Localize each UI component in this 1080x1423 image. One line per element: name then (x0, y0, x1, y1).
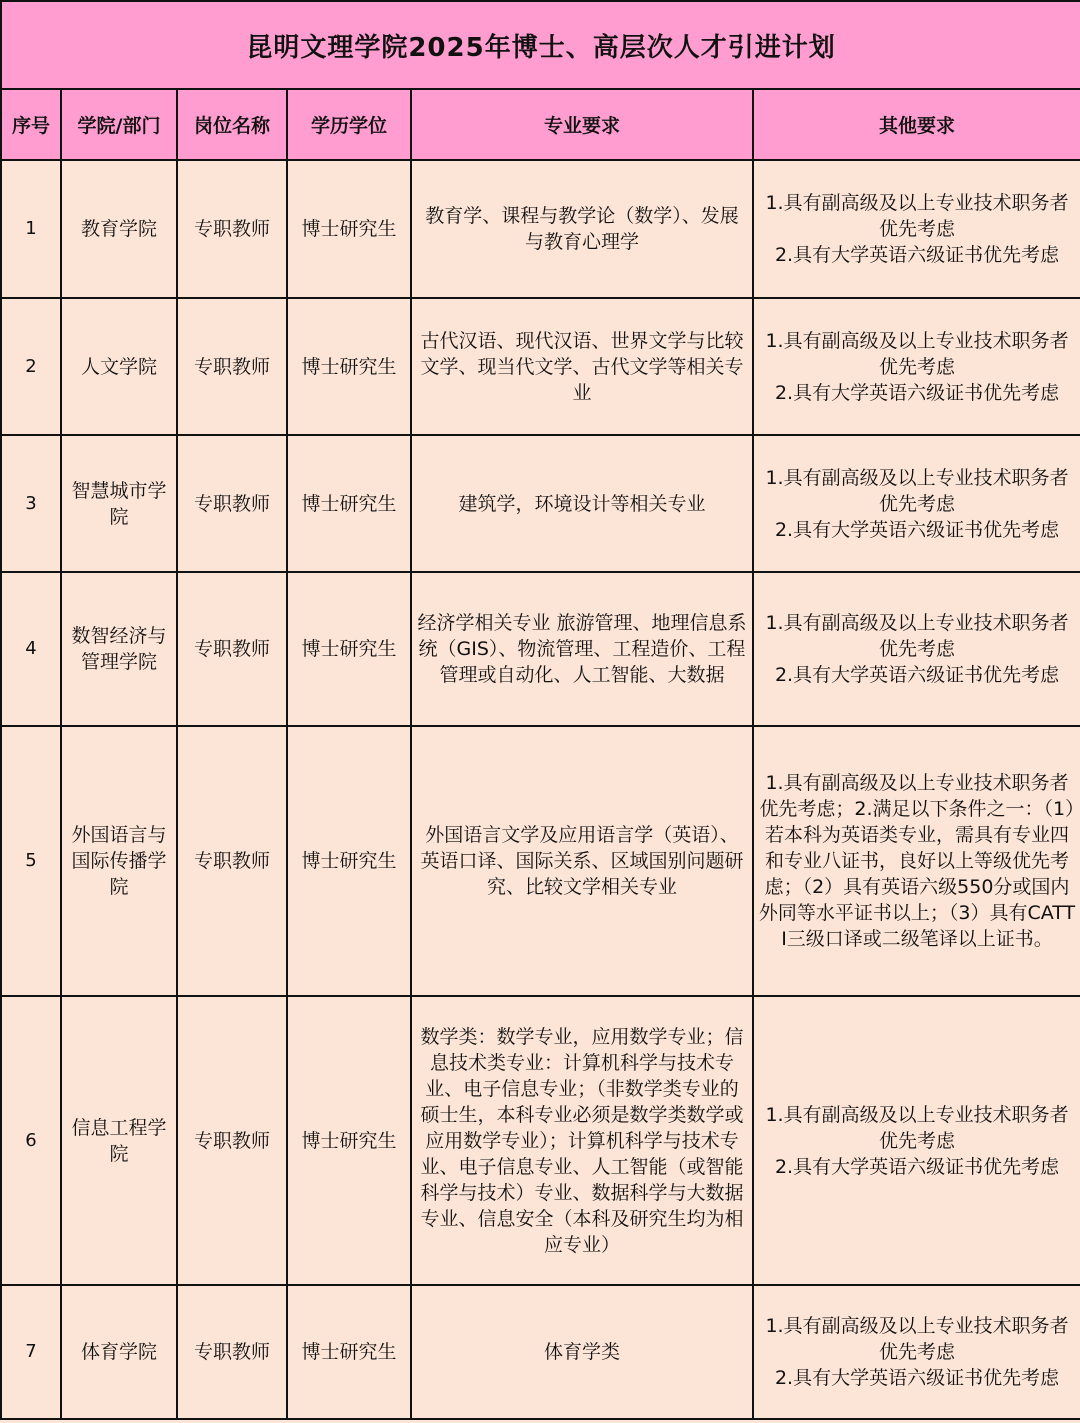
row-major: 建筑学，环境设计等相关专业 (411, 435, 753, 572)
row-degree: 博士研究生 (287, 996, 411, 1285)
other-requirement-line: 2.具有大学英语六级证书优先考虑 (774, 244, 1060, 266)
row-dept: 信息工程学院 (61, 996, 177, 1285)
row-number: 4 (1, 572, 61, 726)
row-number: 6 (1, 996, 61, 1285)
row-other (753, 572, 1080, 726)
other-requirement-line: 1.具有副高级及以上专业技术职务者优先考虑；2.满足以下条件之一：（1）若本科为英语类专业，需具有专业四和专业八证书，良好以上等级优先考虑；（2）具有英语六级550分或国内外同等水平证书以上；（3）具有CATTI三级口译或二级笔译以上证书。 (758, 772, 1076, 950)
row-degree: 博士研究生 (287, 1285, 411, 1419)
row-major: 教育学、课程与教学论（数学）、发展与教育心理学 (411, 160, 753, 298)
row-degree: 博士研究生 (287, 160, 411, 298)
row-dept: 体育学院 (61, 1285, 177, 1419)
row-number: 7 (1, 1285, 61, 1419)
other-requirement-line: 2.具有大学英语六级证书优先考虑 (774, 518, 1060, 541)
row-other (753, 298, 1080, 435)
header-dept: 学院/部门 (61, 89, 177, 160)
row-major: 古代汉语、现代汉语、世界文学与比较文学、现当代文学、古代文学等相关专业 (411, 298, 753, 435)
other-requirement-line: 1.具有副高级及以上专业技术职务者优先考虑 (765, 1315, 1069, 1363)
row-number: 1 (1, 160, 61, 298)
table-row (1, 160, 1080, 298)
row-major: 体育学类 (411, 1285, 753, 1419)
row-dept: 教育学院 (61, 160, 177, 298)
other-requirement-line: 2.具有大学英语六级证书优先考虑 (774, 381, 1060, 404)
row-degree: 博士研究生 (287, 298, 411, 435)
other-requirement-line: 1.具有副高级及以上专业技术职务者优先考虑 (765, 1103, 1069, 1152)
row-other (753, 1285, 1080, 1419)
row-post: 专职教师 (177, 726, 287, 996)
other-requirement-line: 2.具有大学英语六级证书优先考虑 (774, 1155, 1060, 1178)
row-number: 5 (1, 726, 61, 996)
row-major: 外国语言文学及应用语言学（英语）、英语口译、国际关系、区域国别问题研究、比较文学相关专业 (411, 726, 753, 996)
row-other (753, 726, 1080, 996)
row-major: 数学类：数学专业，应用数学专业；信息技术类专业：计算机科学与技术专业、电子信息专业；（非数学类专业的硕士生，本科专业必须是数学类数学或应用数学专业）；计算机科学与技术专业、电子信息专业、人工智能（或智能科学与技术）专业、数据科学与大数据专业、信息安全（本科及研究生均为相应专业） (411, 996, 753, 1285)
row-post: 专职教师 (177, 435, 287, 572)
row-degree: 博士研究生 (287, 726, 411, 996)
header-other: 其他要求 (753, 89, 1080, 160)
table-row (1, 726, 1080, 996)
row-dept: 人文学院 (61, 298, 177, 435)
row-post: 专职教师 (177, 1285, 287, 1419)
header-degree: 学历学位 (287, 89, 411, 160)
other-requirement-line: 1.具有副高级及以上专业技术职务者优先考虑 (765, 329, 1069, 378)
other-requirement-line: 1.具有副高级及以上专业技术职务者优先考虑 (765, 612, 1069, 660)
row-dept: 智慧城市学院 (61, 435, 177, 572)
row-major: 经济学相关专业 旅游管理、地理信息系统（GIS）、物流管理、工程造价、工程管理或自动化、人工智能、大数据 (411, 572, 753, 726)
table-title: 昆明文理学院2025年博士、高层次人才引进计划 (1, 1, 1080, 89)
row-degree: 博士研究生 (287, 572, 411, 726)
header-major: 专业要求 (411, 89, 753, 160)
row-other (753, 435, 1080, 572)
row-post: 专职教师 (177, 160, 287, 298)
other-requirement-line: 2.具有大学英语六级证书优先考虑 (774, 1367, 1060, 1389)
other-requirement-line: 2.具有大学英语六级证书优先考虑 (774, 664, 1060, 686)
header-post: 岗位名称 (177, 89, 287, 160)
row-number: 3 (1, 435, 61, 572)
header-no: 序号 (1, 89, 61, 160)
table-row (1, 996, 1080, 1285)
other-requirement-line: 1.具有副高级及以上专业技术职务者优先考虑 (765, 192, 1069, 240)
row-dept: 数智经济与管理学院 (61, 572, 177, 726)
table-row (1, 1285, 1080, 1419)
row-number: 2 (1, 298, 61, 435)
row-post: 专职教师 (177, 298, 287, 435)
row-other (753, 996, 1080, 1285)
table-row (1, 435, 1080, 572)
row-post: 专职教师 (177, 996, 287, 1285)
row-degree: 博士研究生 (287, 435, 411, 572)
row-post: 专职教师 (177, 572, 287, 726)
row-other (753, 160, 1080, 298)
table-row (1, 572, 1080, 726)
row-dept: 外国语言与国际传播学院 (61, 726, 177, 996)
table-row (1, 298, 1080, 435)
other-requirement-line: 1.具有副高级及以上专业技术职务者优先考虑 (765, 466, 1069, 515)
